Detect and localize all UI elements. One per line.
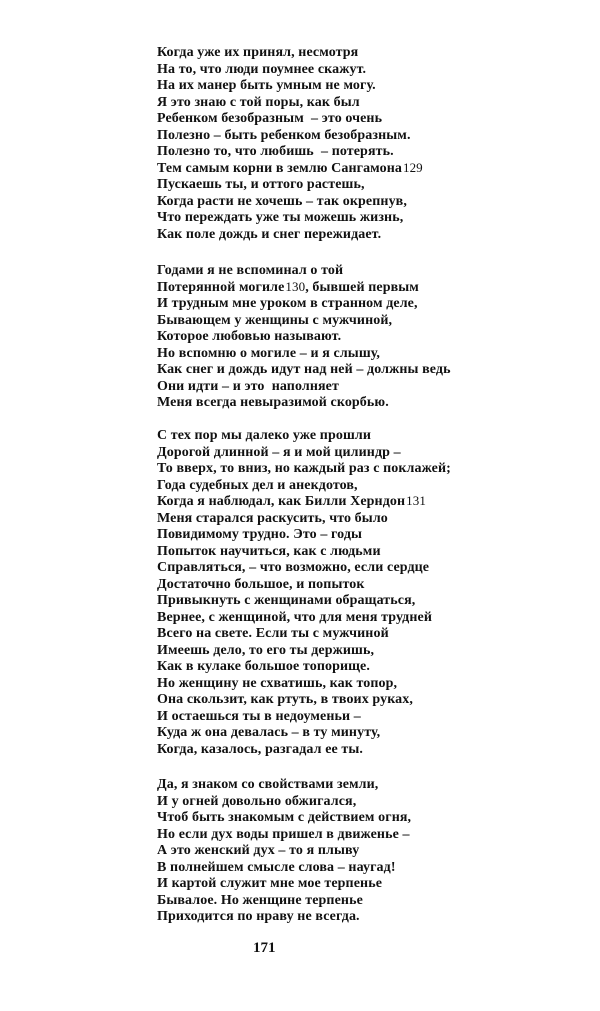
line-text: Полезно то, что любишь – потерять. [157,144,394,159]
poem-line [157,194,423,211]
line-text: Вернее, с женщиной, что для меня трудней [157,609,432,625]
poem-line [157,161,423,178]
poem-line [157,379,451,396]
line-text: Как поле дождь и снег пережидает. [157,226,382,242]
line-text: С тех пор мы далеко уже прошли [157,428,371,443]
footnote-marker: 131 [406,493,426,508]
footnote-marker: 130 [285,278,306,294]
poem-line [157,210,423,227]
poem-line [157,909,411,926]
poem-line [157,329,451,346]
line-text: Имеешь дело, то его ты держишь, [157,642,375,658]
line-text: Года судебных дел и анекдотов, [157,477,358,493]
poem-line [157,893,411,910]
poem-line [157,593,451,610]
line-text: Пускаешь ты, и оттого растешь, [157,177,365,192]
poem-line [157,610,451,627]
line-text: Ребенком безобразным – это очень [157,111,383,126]
line-text: Да, я знаком со свойствами земли, [157,777,379,792]
footnote-marker: 129 [402,159,423,175]
line-text: Попыток научиться, как с людьми [157,543,381,559]
line-text: Я это знаю с той поры, как был [157,94,360,110]
stanza-4 [157,777,411,926]
line-text: Которое любовью называют. [157,329,342,344]
poem-line [157,362,451,379]
poem-line [157,494,451,511]
line-text: Потерянной могиле [157,279,285,295]
line-text: Чтоб быть знакомым с действием огня, [157,810,412,825]
poem-line [157,777,411,794]
page-number: 171 [253,940,276,956]
line-text: Бывающем у женщины с мужчиной, [157,312,393,328]
line-text: Куда ж она девалась – в ту минуту, [157,725,381,740]
line-text: Когда расти не хочешь – так окрепнув, [157,193,407,209]
line-text: Справляться, – что возможно, если сердце [157,560,430,575]
line-text: И у огней довольно обжигался, [157,793,357,809]
poem-line [157,296,451,313]
line-text: И трудным мне уроком в странном деле, [157,296,418,311]
line-text: Как в кулаке большое топорище. [157,659,370,674]
poem-line [157,478,451,495]
poem-line [157,827,411,844]
poem-line [157,577,451,594]
line-text: На то, что люди поумнее скажут. [157,61,367,77]
poem-line [157,280,451,297]
line-text: Но если дух воды пришел в движенье – [157,826,410,842]
stanza-1 [157,45,423,243]
line-text: Но женщину не схватишь, как топор, [157,675,398,691]
poem-line [157,626,451,643]
line-text: Привыкнуть с женщинами обращаться, [157,593,416,608]
poem-line [157,45,423,62]
line-text: Всего на свете. Если ты с мужчиной [157,626,389,641]
poem-line [157,263,451,280]
poem-line [157,810,411,827]
poem-line [157,709,451,726]
poem-line [157,313,451,330]
poem-line [157,144,423,161]
line-text: Годами я не вспоминал о той [157,263,344,278]
poem-line [157,95,423,112]
line-text: Когда я наблюдал, как Билли Херндон [157,494,406,509]
line-text: Повидимому трудно. Это – годы [157,527,363,542]
line-text: Она скользит, как ртуть, в твоих руках, [157,692,413,707]
poem-line [157,544,451,561]
line-text: Бывалое. Но женщине терпенье [157,892,363,908]
poem-line [157,794,411,811]
line-text: А это женский дух – то я плыву [157,843,360,858]
line-text: Как снег и дождь идут над ней – должны ведь [157,362,451,377]
line-text: Они идти – и это наполняет [157,378,339,394]
line-text: Приходится по нраву не всегда. [157,909,360,924]
line-text: Но вспомню о могиле – и я слышу, [157,345,381,361]
poem-line [157,62,423,79]
poem-line [157,445,451,462]
poem-line [157,346,451,363]
line-text: Меня старался раскусить, что было [157,510,388,526]
poem-line [157,560,451,577]
poem-line [157,395,451,412]
stanza-2 [157,263,451,412]
poem-line [157,860,411,877]
poem-line [157,111,423,128]
poem-line [157,725,451,742]
line-text: И остаешься ты в недоуменьи – [157,708,361,724]
poem-line [157,742,451,759]
line-text: Что переждать уже ты можешь жизнь, [157,210,404,225]
poem-line [157,843,411,860]
stanza-3 [157,428,451,758]
line-text: Когда уже их принял, несмотря [157,45,359,60]
poem-line [157,128,423,145]
poem-line [157,659,451,676]
poem-line [157,676,451,693]
poem-line [157,511,451,528]
poem-line [157,78,423,95]
line-text: Полезно – быть ребенком безобразным. [157,127,411,143]
poem-line [157,876,411,893]
poem-line [157,643,451,660]
line-text: Меня всегда невыразимой скорбью. [157,395,389,410]
line-text: То вверх, то вниз, но каждый раз с поклажей; [157,461,451,476]
poem-line [157,527,451,544]
line-text: Достаточно большое, и попыток [157,576,365,592]
line-text: Тем самым корни в землю Сангамона [157,160,402,176]
poem-line [157,177,423,194]
poem-line [157,692,451,709]
line-text: В полнейшем смысле слова – наугад! [157,859,396,875]
line-text: И картой служит мне мое терпенье [157,876,383,891]
line-text: Когда, казалось, разгадал ее ты. [157,741,364,757]
poem-line [157,227,423,244]
line-text-continued: , бывшей первым [305,279,419,295]
line-text: Дорогой длинной – я и мой цилиндр – [157,444,401,460]
poem-line [157,461,451,478]
poem-line [157,428,451,445]
line-text: На их манер быть умным не могу. [157,78,376,93]
